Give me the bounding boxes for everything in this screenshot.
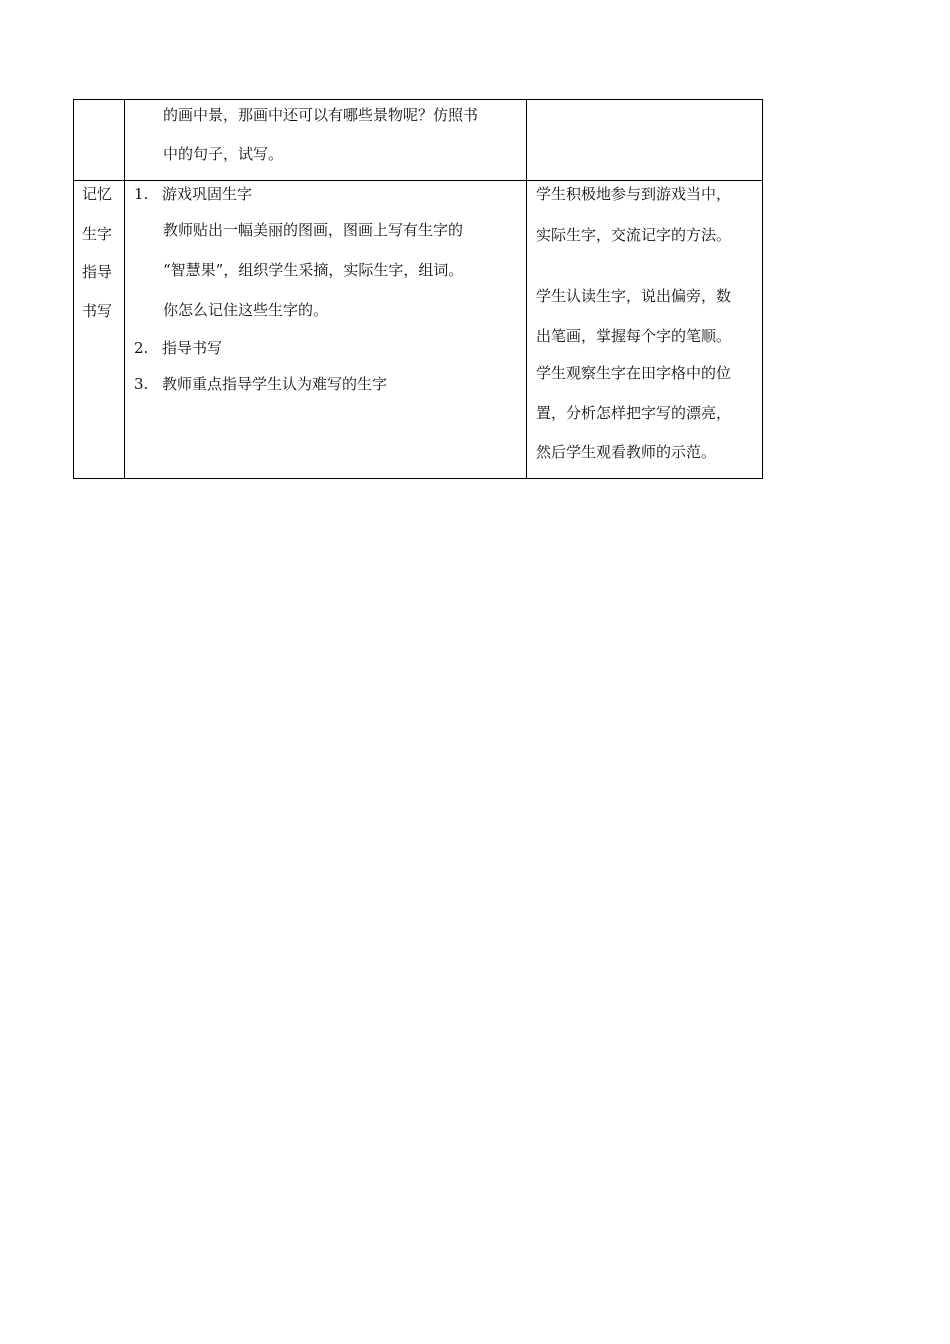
row1-label-cell (74, 100, 125, 181)
section-label-line: 书写 (82, 302, 113, 320)
step-item (134, 339, 222, 357)
row2-content-cell (125, 181, 527, 479)
notes-line: 学生观察生字在田字格中的位 (536, 364, 732, 382)
content-line: 的画中景，那画中还可以有哪些景物呢？仿照书 (163, 106, 479, 124)
notes-line: 出笔画，掌握每个字的笔顺。 (536, 327, 732, 345)
table-row (74, 100, 763, 181)
step-text: 游戏巩固生字 (162, 185, 253, 203)
step-text: 指导书写 (162, 339, 223, 357)
notes-line: 学生认读生字，说出偏旁，数 (536, 287, 732, 305)
section-label-line: 指导 (82, 263, 113, 281)
section-label-line: 生字 (82, 225, 113, 243)
row2-label-cell (74, 181, 125, 479)
step-number: 1. (134, 185, 149, 203)
notes-line: 置，分析怎样把字写的漂亮， (536, 404, 732, 422)
step-item (134, 375, 387, 393)
step-item (134, 185, 252, 203)
row2-notes-cell (527, 181, 763, 479)
section-label-line: 记忆 (82, 185, 113, 203)
notes-line: 学生积极地参与到游戏当中， (536, 185, 732, 203)
step-detail-line: 你怎么记住这些生字的。 (163, 301, 329, 319)
row1-content-cell (125, 100, 527, 181)
step-detail-line: “智慧果”，组织学生采摘，实际生字，组词。 (163, 261, 464, 279)
step-detail-line: 教师贴出一幅美丽的图画，图画上写有生字的 (163, 221, 464, 239)
step-number: 2. (134, 339, 149, 357)
notes-line: 实际生字，交流记字的方法。 (536, 226, 732, 244)
content-line: 中的句子，试写。 (163, 145, 284, 163)
row1-notes-cell (527, 100, 763, 181)
step-text: 教师重点指导学生认为难写的生字 (162, 375, 388, 393)
lesson-plan-table (73, 99, 763, 479)
table-row (74, 181, 763, 479)
notes-line: 然后学生观看教师的示范。 (536, 443, 717, 461)
step-number: 3. (134, 375, 149, 393)
